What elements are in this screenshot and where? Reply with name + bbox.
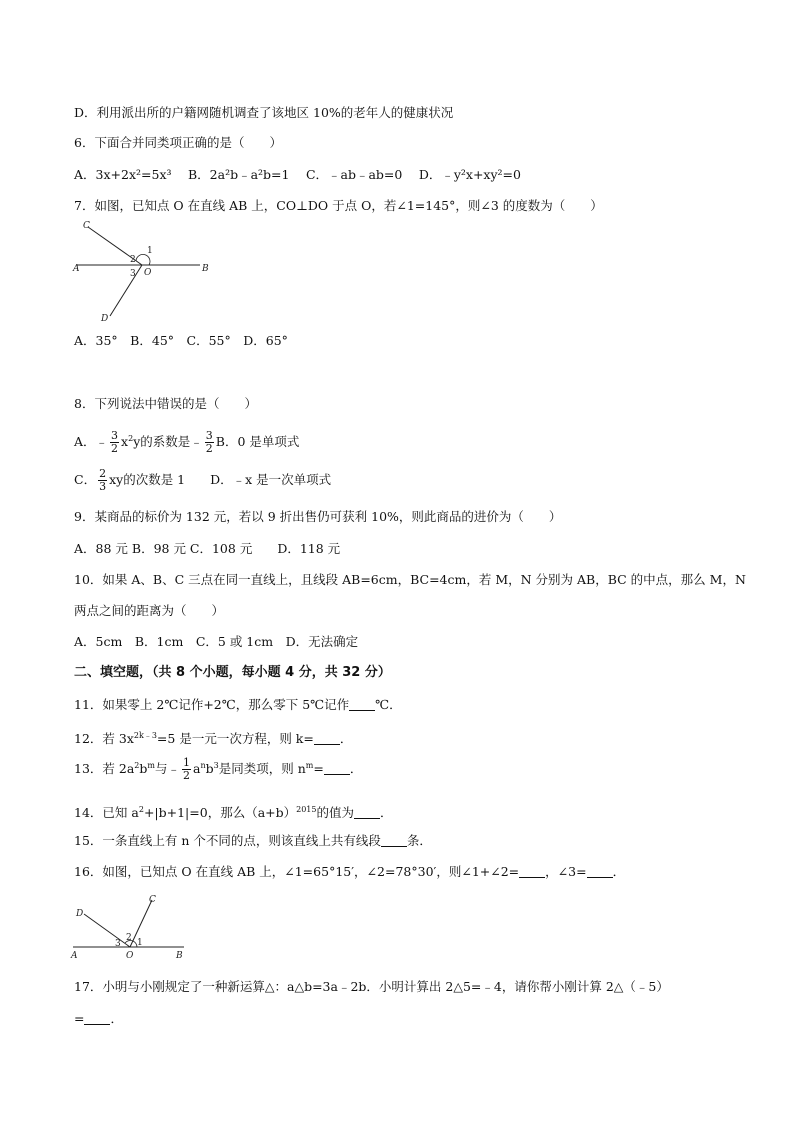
q17-line1: 17．小明与小刚规定了一种新运算△：a△b=3a﹣2b．小明计算出 2△5=﹣4，请你帮小刚计算 2△（﹣5） [74,979,669,994]
q5-option-d: D．利用派出所的户籍网随机调查了该地区 10%的老年人的健康状况 [74,105,454,120]
q16-figure [70,890,190,960]
q7-label-b: B [202,264,209,274]
section-2-heading: 二、填空题，（共 8 个小题，每小题 4 分，共 32 分） [74,665,391,680]
q8-a-fraction-2: $\frac{3}{2}$ [205,429,213,455]
answer-blank [519,865,545,878]
q7-label-o: O [144,268,152,278]
q6-stem: 6．下面合并同类项正确的是（ ） [74,135,282,150]
q7-options: A．35° B．45° C．55° D．65° [74,333,288,348]
q7-figure [70,220,220,325]
q16-angle-3: 3 [115,939,121,949]
q10-options: A．5cm B．1cm C．5 或 1cm D．无法确定 [74,634,359,649]
answer-blank [381,834,407,847]
q7-label-a: A [73,264,80,274]
q9-stem: 9．某商品的标价为 132 元，若以 9 折出售仍可获利 10%，则此商品的进价为（ ） [74,509,562,524]
q8-a-fraction: $\frac{3}{2}$ [111,429,119,455]
q13: 13．若 $2a^2b^m$与﹣ $\frac{1}{2}$ $a^nb^3$是同类项，则 $n^m=$ ． [74,756,363,782]
q13-fraction: $\frac{1}{2}$ [183,756,191,782]
q16-label-b: B [176,951,183,960]
q16-label-a: A [71,951,78,960]
answer-blank [349,698,375,711]
q11: 11．如果零上 2℃记作+2℃，那么零下 5℃记作 ℃． [74,697,402,712]
q7-angle-2: 2 [130,255,136,265]
answer-blank [314,732,340,745]
q17-line2: = ． [74,1011,123,1026]
q16-label-o: O [126,951,134,960]
q12: 12．若 $3x^{2k﹣3}=5$ 是一元一次方程，则 k= ． [74,731,353,746]
q15: 15．一条直线上有 n 个不同的点，则该直线上共有线段 条． [74,833,432,848]
answer-blank [354,806,380,819]
q16-angle-2: 2 [126,933,132,943]
q7-angle-3: 3 [130,269,136,279]
q16-angle-1: 1 [137,938,143,948]
q7-label-c: C [83,221,90,231]
q16-label-d: D [76,909,84,919]
q8-c-fraction: $\frac{2}{3}$ [99,467,107,493]
q8-stem: 8．下列说法中错误的是（ ） [74,396,257,411]
q10-stem-line1: 10．如果 A、B、C 三点在同一直线上，且线段 AB=6cm，BC=4cm，若 M，N 分别为 AB，BC 的中点，那么 M，N [74,572,746,587]
q9-options: A．88 元 B．98 元 C．108 元 D．118 元 [74,541,341,556]
q14: 14．已知 $a^2+|b+1|=0$，那么$(a+b)^{2015}$的值为 ． [74,805,393,820]
q10-stem-line2: 两点之间的距离为（ ） [74,603,225,618]
answer-blank [84,1012,110,1025]
q7-stem: 7．如图，已知点 O 在直线 AB 上，CO⊥DO 于点 O，若∠1=145°，则∠3 的度数为（ ） [74,198,603,213]
answer-blank [324,762,350,775]
q6-options: A．3x+2x²=5x³ B．2a²b﹣a²b=1 C．﹣ab﹣ab=0 D．﹣y²x+xy²=0 [74,167,521,182]
q16-label-c: C [149,895,156,905]
q7-angle-1: 1 [147,246,153,256]
q8-options-cd: C． $\frac{2}{3}$ xy的次数是 1 D．﹣x 是一次单项式 [74,467,332,493]
q7-label-d: D [101,314,109,324]
q8-options-ab: A．﹣ $\frac{3}{2}$ $x^2y$的系数是﹣ $\frac{3}{2}$ B．0 是单项式 [74,429,300,455]
q16-stem: 16．如图，已知点 O 在直线 AB 上，∠1=65°15′，∠2=78°30′，则∠1+∠2= ，∠3= ． [74,864,626,879]
answer-blank [587,865,613,878]
